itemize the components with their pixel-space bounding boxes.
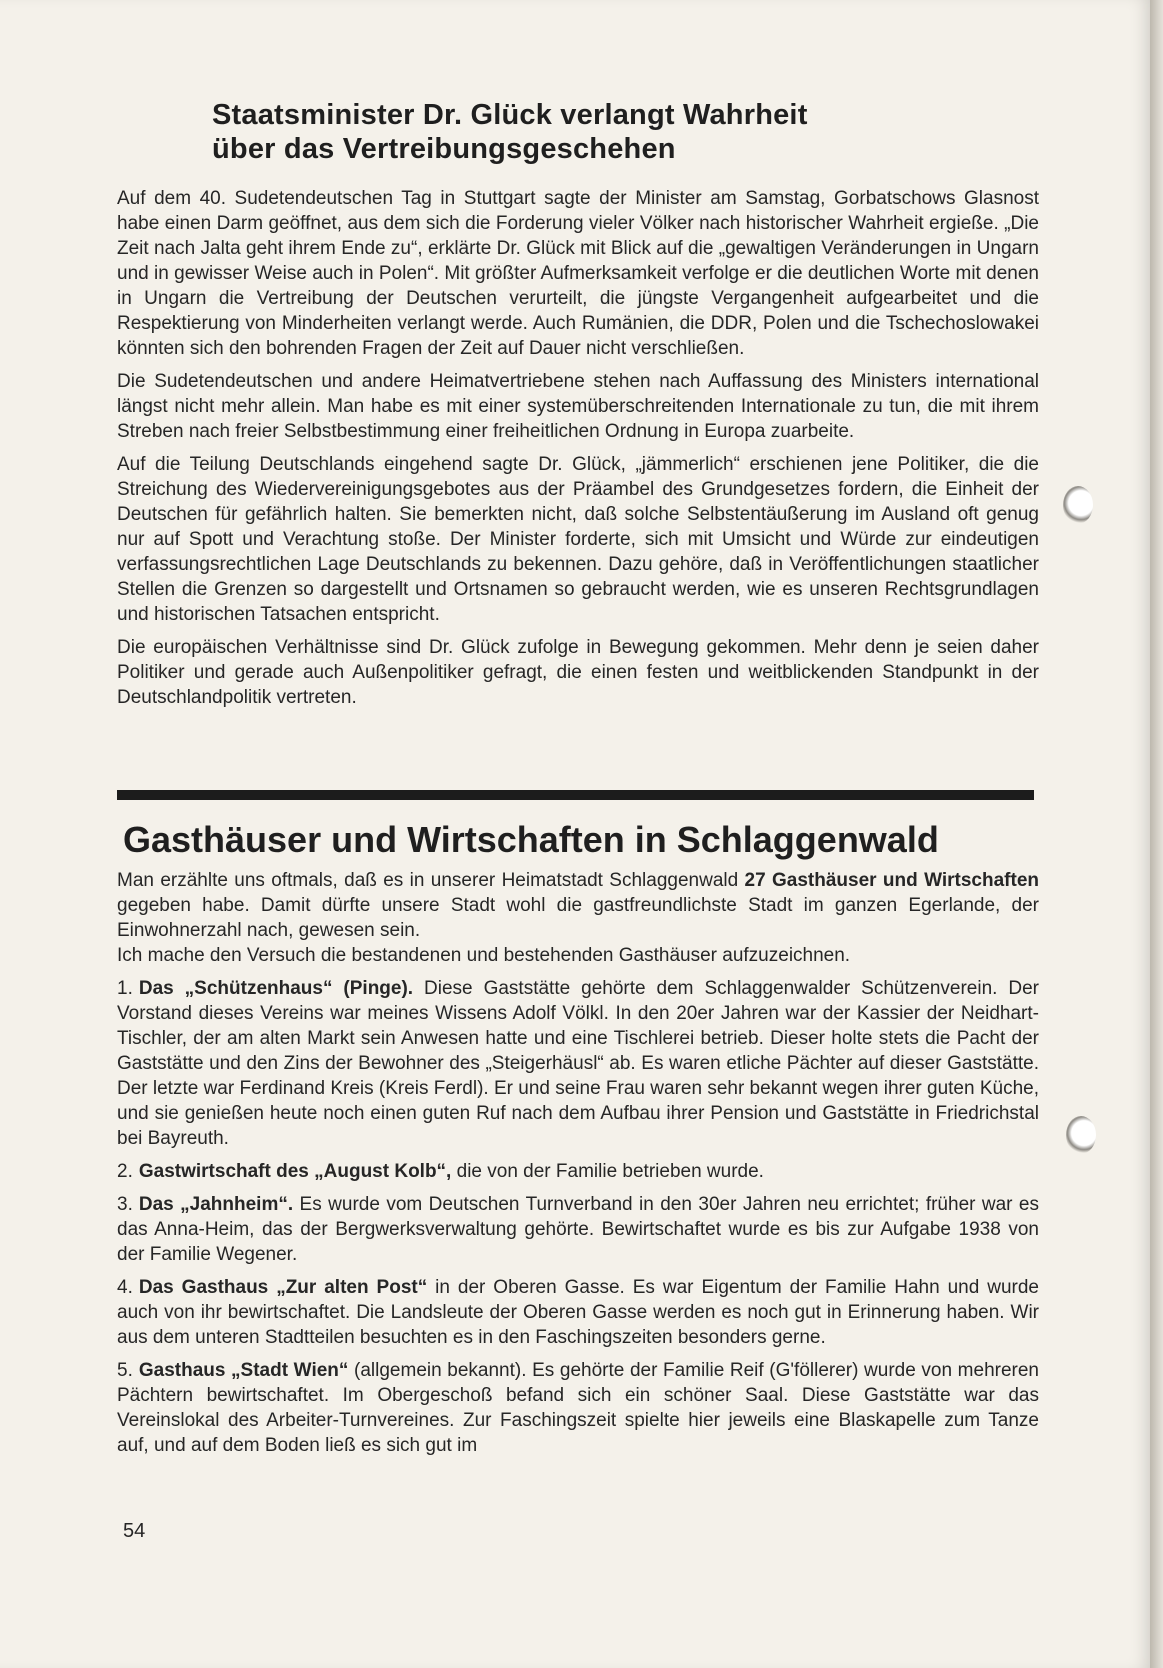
intro-bold: 27 Gasthäuser und Wirtschaften [744,870,1039,891]
list-item: 5. Gasthaus „Stadt Wien“ (allgemein bekannt). Es gehörte der Familie Reif (G'föllerer) wurde von mehreren Pächtern bewirtschaftet. Im Obergeschoß befand sich ein schöner Saal. Diese Gaststätte war das Vereinslokal des Arbeiter-Turnvereines. Zur Faschingszeit spielte hier jeweils eine Blaskapelle zum Tanze auf, und auf dem Boden ließ es sich gut im [117,1360,1039,1456]
article-glueck [117,98,1039,718]
paragraph: Auf dem 40. Sudetendeutschen Tag in Stuttgart sagte der Minister am Samstag, Gorbatschows Glasnost habe einen Darm geöffnet, aus dem sich die Forderung vieler Völker nach historischer Wahrheit ergieße. „Die Zeit nach Jalta geht ihrem Ende zu“, erklärte Dr. Glück mit Blick auf die „gewaltigen Veränderungen in Ungarn und in gewisser Weise auch in Polen“. Mit größter Aufmerksamkeit verfolge er die deutlichen Worte mit denen in Ungarn die Vertreibung der Deutschen verurteilt, die jüngste Vergangenheit aufgearbeitet und die Respektierung von Minderheiten verlangt werde. Auch Rumänien, die DDR, Polen und die Tschechoslowakei könnten sich den bohrenden Fragen der Zeit auf Dauer nicht verschließen. [117,188,1039,359]
punch-hole-icon [1063,486,1093,524]
intro-paragraph: Man erzählte uns oftmals, daß es in unserer Heimatstadt Schlaggenwald 27 Gasthäuser und Wirtschaften gegeben habe. Damit dürfte unsere Stadt wohl die gastfreundlichste Stadt im ganzen Egerlande, der Einwohnerzahl nach, gewesen sein. Ich mache den Versuch die bestandenen und bestehenden Gasthäuser aufzuzeichnen. [117,870,1039,966]
list-item: 1. Das „Schützenhaus“ (Pinge). Diese Gaststätte gehörte dem Schlaggenwalder Schützenverein. Der Vorstand dieses Vereins war meines Wissens Adolf Völkl. In den 20er Jahren war der Kassier der Neidhart-Tischler, der am alten Markt sein Anwesen hatte und eine Tischlerei betrieb. Dieser holte stets die Pacht der Gaststätte und den Zins der Bewohner des „Steigerhäusl“ ab. Es waren etliche Pächter auf dieser Gaststätte. Der letzte war Ferdinand Kreis (Kreis Ferdl). Er und seine Frau waren sehr bekannt wegen ihrer guten Küche, und sie genießen heute noch einen guten Ruf nach dem Aufbau ihrer Pension und Gaststätte in Friedrichstal bei Bayreuth. [117,978,1039,1149]
page-number: 54 [123,1520,146,1542]
article-gasthaeuser [117,818,1039,1466]
paragraph: Die europäischen Verhältnisse sind Dr. Glück zufolge in Bewegung gekommen. Mehr denn je seien daher Politiker und gerade auch Außenpolitiker gefragt, die einen festen und weitblickenden Standpunkt in der Deutschlandpolitik vertreten. [117,637,1039,708]
intro-line-2: Ich mache den Versuch die bestandenen und bestehenden Gasthäuser aufzuzeichnen. [117,945,851,966]
article-title-gasthaeuser: Gasthäuser und Wirtschaften in Schlaggenwald [123,819,939,860]
paragraph: Auf die Teilung Deutschlands eingehend sagte Dr. Glück, „jämmerlich“ erschienen jene Politiker, die die Streichung des Wiedervereinigungsgebotes aus der Präambel des Grundgesetzes fordern, die Einheit der Deutschen für gefährlich halten. Sie bemerkten nicht, daß solche Selbstentäußerung im Ausland oft genug nur auf Spott und Verachtung stoße. Der Minister forderte, sich mit Umsicht und Würde zur eindeutigen verfassungsrechtlichen Lage Deutschlands zu bekennen. Dazu gehöre, daß in Veröffentlichungen staatlicher Stellen die Grenzen so dargestellt und Ortsnamen so gebraucht werden, wie es unseren Rechtsgrundlagen und historischen Tatsachen entspricht. [117,454,1039,625]
title-line-1: Staatsminister Dr. Glück verlangt Wahrheit [212,99,808,131]
list-item: 4. Das Gasthaus „Zur alten Post“ in der Oberen Gasse. Es war Eigentum der Familie Hahn und wurde auch von ihr bewirtschaftet. Die Landsleute der Oberen Gasse werden es noch gut in Erinnerung haben. Wir aus dem unteren Stadtteilen besuchten es in den Faschingszeiten besonders gerne. [117,1277,1040,1348]
article-title-glueck [212,98,1039,166]
section-divider [117,790,1034,800]
paragraph: Die Sudetendeutschen und andere Heimatvertriebene stehen nach Auffassung des Ministers international längst nicht mehr allein. Man habe es mit einer systemüberschreitenden Internationale zu tun, die mit ihrem Streben nach freier Selbstbestimmung einer freiheitlichen Ordnung in Europa zuarbeite. [117,371,1039,442]
punch-hole-icon [1066,1116,1096,1154]
title-line-2: über das Vertreibungsgeschehen [212,133,676,165]
list-item: 2. Gastwirtschaft des „August Kolb“, die von der Familie betrieben wurde. [117,1161,764,1182]
list-item: 3. Das „Jahnheim“. Es wurde vom Deutschen Turnverband in den 30er Jahren neu errichtet; früher war es das Anna-Heim, das der Bergwerksverwaltung gehörte. Bewirtschaftet wurde es bis zur Aufgabe 1938 von der Familie Wegener. [117,1194,1039,1265]
page-edge [1150,0,1163,1668]
